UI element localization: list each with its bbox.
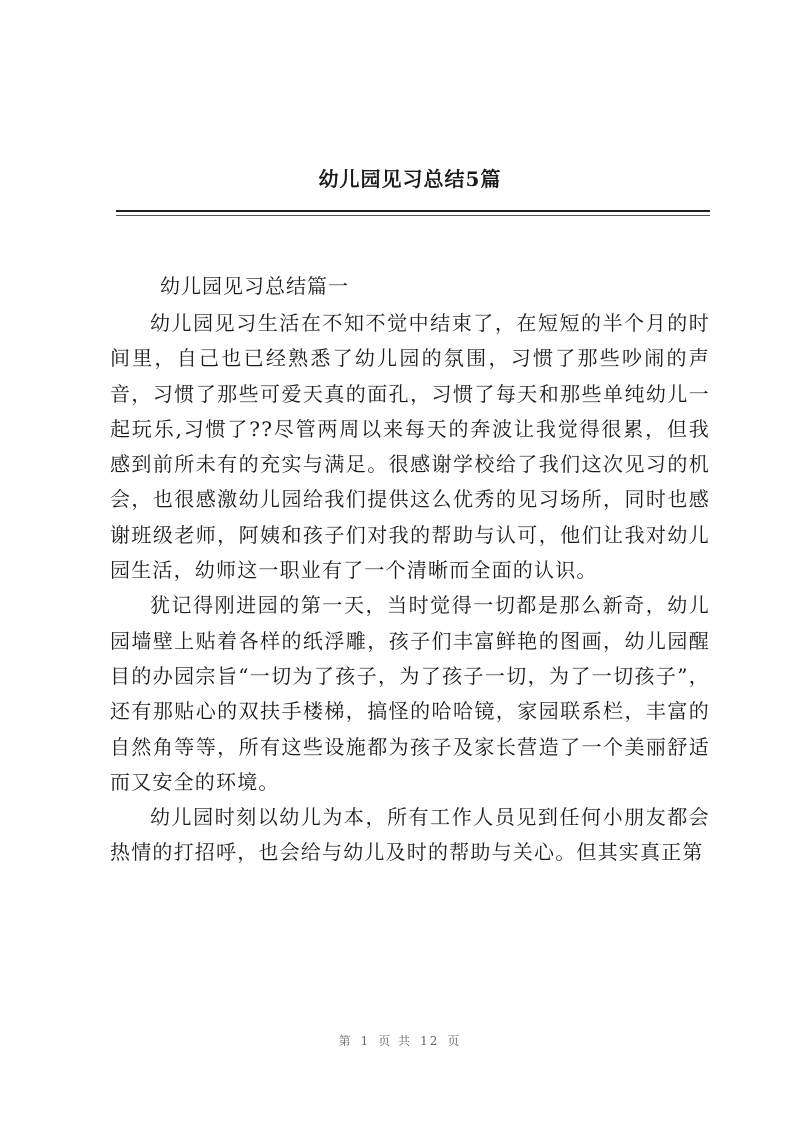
page-footer [0, 1032, 800, 1049]
document-body [110, 268, 710, 871]
paragraph-2: 犹记得刚进园的第一天，当时觉得一切都是那么新奇，幼儿园墙壁上贴着各样的纸浮雕，孩子们丰富鲜艳的图画，幼儿园醒目的办园宗旨“一切为了孩子，为了孩子一切，为了一切孩子”，还有那贴心的双扶手楼梯，搞怪的哈哈镜，家园联系栏，丰富的自然角等等，所有这些设施都为孩子及家长营造了一个美丽舒适而又安全的环境。 [110, 593, 710, 794]
document-title: 幼儿园见习总结5篇 [318, 167, 502, 191]
footer-total-pages: 12 [420, 1034, 440, 1048]
title-underline [116, 210, 710, 212]
footer-label-page: 第 [338, 1034, 353, 1048]
paragraph-3: 幼儿园时刻以幼儿为本，所有工作人员见到任何小朋友都会热情的打招呼，也会给与幼儿及时的帮助与关心。但其实真正第 [110, 805, 710, 865]
paragraph-1: 幼儿园见习生活在不知不觉中结束了，在短短的半个月的时间里，自己也已经熟悉了幼儿园的氛围，习惯了那些吵闹的声音，习惯了那些可爱天真的面孔，习惯了每天和那些单纯幼儿一起玩乐,习惯了??尽管两周以来每天的奔波让我觉得很累，但我感到前所未有的充实与满足。很感谢学校给了我们这次见习的机会，也很感激幼儿园给我们提供这么优秀的见习场所，同时也感谢班级老师，阿姨和孩子们对我的帮助与认可，他们让我对幼儿园生活，幼师这一职业有了一个清晰而全面的认识。 [110, 311, 710, 583]
section-heading: 幼儿园见习总结篇一 [160, 274, 349, 298]
footer-label-of: 页 共 [378, 1034, 413, 1048]
footer-label-end: 页 [447, 1034, 462, 1048]
footer-current-page: 1 [360, 1034, 371, 1048]
title-underline-thin [116, 215, 710, 216]
